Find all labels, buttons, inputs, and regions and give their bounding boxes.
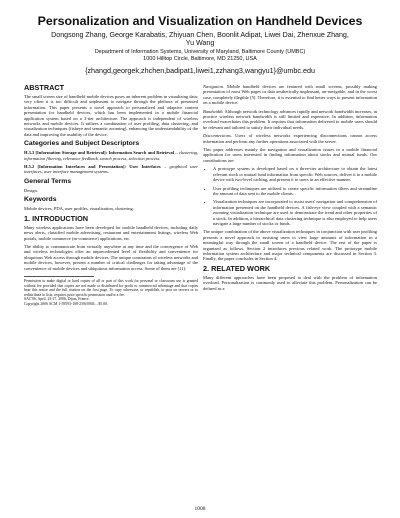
category-code: H.5.2 [Information Interfaces and Presentation]: User Interfaces: [24, 164, 161, 170]
category-code: H.3.3 [Information Storage and Retrieval]: Information Search and Retrieval: [24, 150, 175, 156]
related-work-text: Many different approaches have been proposed to deal with the problem of information overload. Personalization is commonly used to alleviate this problem. Personalization can be defined as a: [203, 274, 377, 291]
affiliation-line-2: 1000 Hilltop Circle, Baltimore, MD 21250, USA: [143, 55, 257, 62]
challenge-label: Disconnections.: [203, 133, 232, 139]
keywords-text: Mobile devices, PDA, user profiles, visualization, clustering.: [24, 206, 134, 212]
left-column: [24, 84, 198, 504]
categories-heading: Categories and Subject Descriptors: [24, 140, 140, 148]
challenge-label: Bandwidth.: [203, 108, 224, 114]
abstract-text: The small screen size of handheld mobile devices poses an inherent problem in visualizing data: very often it is too difficult and unpleasant to navigate through the plethora of presented information. This paper presents a novel approach to personalized and adaptive content presentation for handheld devices, which has been implemented in a mobile financial application system based on a 3-tier architecture. The approach is independent of wireless networks and mobile devices. It utilizes a combination of user profiling, data clustering, and visualization techniques (fisheye and semantic zooming), enhancing the understandability of the data and improving the usability of the device.: [24, 94, 198, 137]
contribution-item: • A prototype system is developed based on a three-tier architecture to obtain the latest relevant stock or mutual fund information from specific Web sources, deliver it to a mobile device with two-level caching, and present it to users in an effective manner.: [213, 166, 377, 182]
introduction-heading: 1. INTRODUCTION: [24, 213, 89, 223]
challenge-text: Users of wireless networks experiencing disconnections cannot access information and perform any further operations associated with the server.: [203, 133, 377, 144]
conference-footnote: SAC'06, April, 23-27, 2006, Dijon, France.: [24, 297, 90, 302]
author-emails: {zhangd,georgek,zhchen,badipat1,liwei1,zzhang3,wangyu1}@umbc.edu: [85, 66, 315, 75]
permission-footnote: Permission to make digital or hard copies of all or part of this work for personal or classroom use is granted without fee provided that copies are not made or distributed for profit or commercial advantage and that copies bear this notice and the full citation on the first page. To copy otherwise, or republish, to post on servers or to redistribute to lists, requires prior specific permission and/or a fee.: [24, 278, 198, 297]
category-item: [24, 164, 198, 175]
challenge-disconnections: [203, 133, 377, 144]
affiliation: [20, 49, 380, 62]
challenge-text: Mobile handheld devices are featured with small screens, possibly making presentation of most Web pages or data aesthetically unpleasant, un-navigable, and in the worst case, completely illegible [5]. Therefore, it is essential to find better ways to present information on a mobile device.: [203, 84, 377, 106]
contribution-item: • User profiling techniques are utilized to create specific information filters and streamline the amount of data sent to the mobile clients.: [213, 186, 377, 197]
related-work-heading: 2. RELATED WORK: [203, 263, 271, 273]
right-column: [203, 84, 377, 504]
challenge-navigation: [203, 84, 377, 106]
contributions-intro: This paper addresses mainly the navigation and visualization issues in a mobile financial application for users interested in finding information about stocks and mutual funds. Our contributions are:: [203, 147, 377, 163]
general-terms-text: Design.: [24, 187, 38, 193]
author-list: [20, 31, 380, 48]
challenge-text: Although network technology advances rapidly and network bandwidth increases, in practice wireless network bandwidth is still limited and expensive. In addition, information overload exacerbates this problem. It requires that information delivered to mobile users should be relevant and tailored to satisfy their individual needs.: [203, 108, 377, 130]
copyright-footnote: Copyright 2006 ACM 1-59593-108-2/06/0004…$5.00.: [24, 301, 108, 306]
category-item: [24, 150, 198, 161]
intro-paragraph: The ability to communicate from virtually anywhere at any time and the convergence of Web and wireless technologies offer an unprecedented level of flexibility and convenience for ubiquitous Web access through mobile devices. The unique constraints of wireless networks and mobile devices, however, present a number of critical challenges for taking advantage of the convenience of mobile devices and ubiquitous information access. Some of them are [11]:: [24, 243, 198, 271]
challenge-bandwidth: [203, 109, 377, 131]
category-description: – clustering, information filtering, relevance feedback, search process, selection process.: [24, 150, 198, 161]
paper-title: Personalization and Visualization on Handheld Devices: [37, 14, 363, 28]
abstract-heading: ABSTRACT: [24, 84, 65, 92]
authors-line-1: Dongsong Zhang, George Karabatis, Zhiyuan Chen, Boonlit Adipat, Liwei Dai, Zhenxue Zhang,: [51, 31, 349, 39]
keywords-heading: Keywords: [24, 196, 57, 204]
authors-line-2: Yu Wang: [185, 39, 215, 48]
intro-paragraph: Many wireless applications have been developed for mobile handheld devices, including daily news alerts, classified mobile advertising, restaurant and entertainment listings, wireless Web portals, mobile commerce (m-commerce) applications, etc.: [24, 224, 198, 241]
contribution-item: • Visualization techniques are incorporated to assist users' navigation and comprehension of information presented on the handheld devices. A fish-eye view coupled with a semantic zooming visualization technique are used to demonstrate the trend and other properties of a stock. In addition, a hierarchical data clustering technique is also employed to help users navigate a large number of stocks or funds.: [213, 199, 377, 226]
general-terms-heading: General Terms: [24, 177, 72, 185]
affiliation-line-1: Department of Information Systems, University of Maryland, Baltimore County (UMBC): [94, 49, 306, 55]
remainder-paragraph: The unique combination of the above visualization techniques in conjunction with user profiling presents a novel approach to assisting users to view large amounts of information in a meaningful way through the small screen of a handheld device. The rest of the paper is organized as follows. Section 2 introduces previous related work. The prototype mobile information system architecture and major technical components are discussed in Section 3. Finally, the paper concludes in Section 4.: [203, 229, 377, 262]
contributions-list: [203, 166, 377, 226]
page-number: 1008: [194, 506, 206, 512]
challenge-label: Navigation.: [203, 84, 225, 89]
footnote-divider: [24, 276, 94, 277]
category-description: – graphical user interfaces, user interface management systems.: [24, 164, 198, 175]
